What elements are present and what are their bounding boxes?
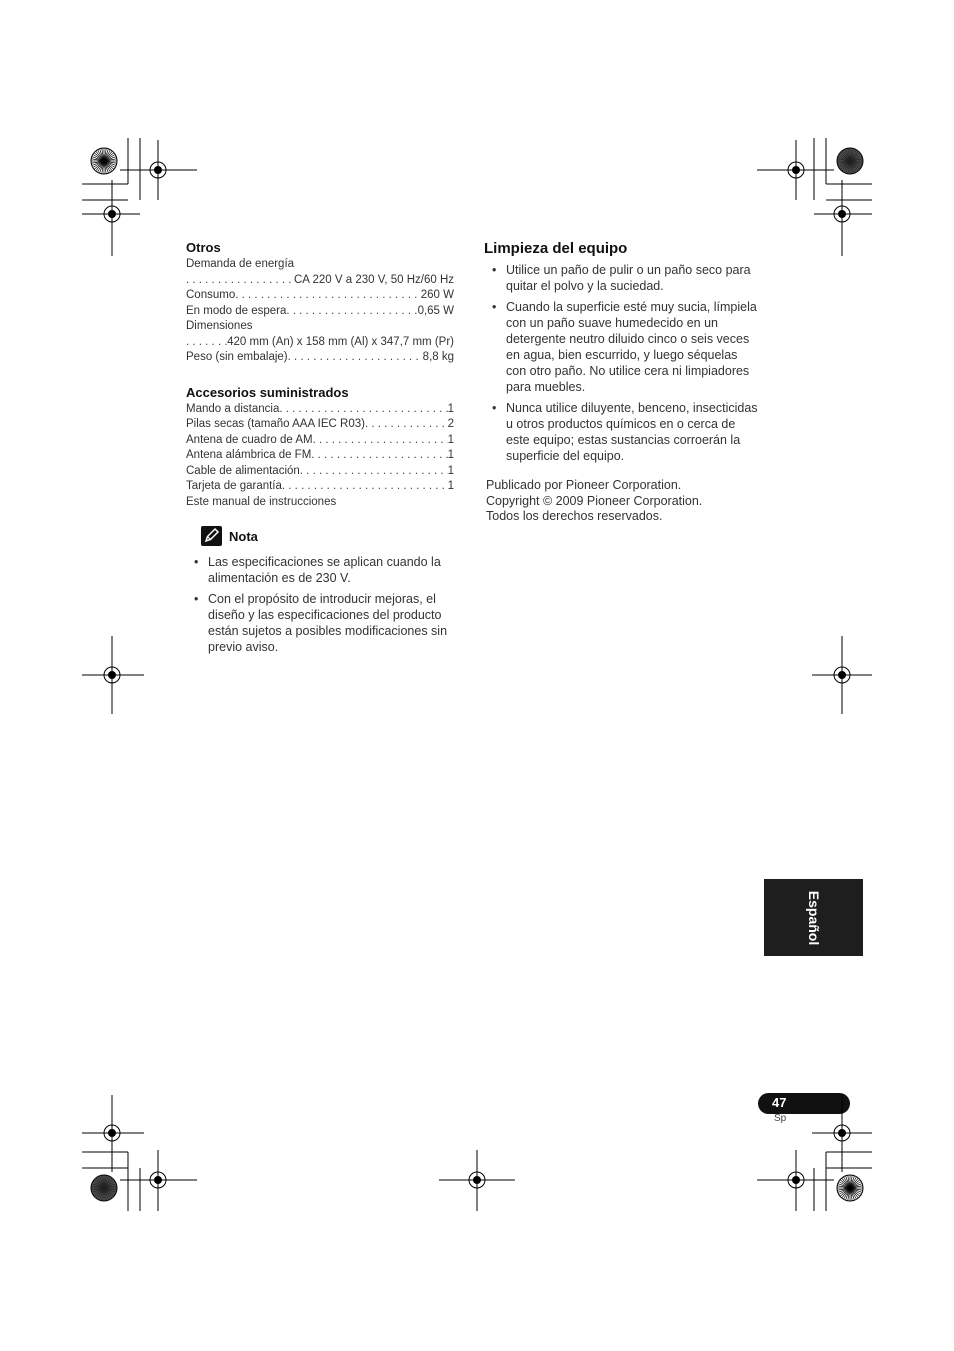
page-number-badge [758, 1093, 850, 1114]
registration-target-icon [469, 1172, 485, 1188]
accesorio-value: 1 [447, 433, 454, 446]
page-number: 47 [772, 1095, 787, 1110]
accesorio-value: 1 [447, 480, 454, 492]
color-wheel-icon [837, 1175, 863, 1201]
registration-target-icon [150, 162, 166, 178]
leader-dots [279, 402, 447, 418]
otros-row [186, 273, 454, 289]
rights-line: Todos los derechos reservados. [486, 509, 663, 523]
leader-dots [313, 433, 448, 449]
otros-value: 0,65 W [417, 304, 454, 317]
registration-target-icon [834, 206, 850, 222]
accesorio-label: Tarjeta de garantía [186, 480, 282, 492]
registration-target-icon [150, 1172, 166, 1188]
nota-item: • Con el propósito de introducir mejoras, el diseño y las especificaciones del producto están sujetos a posibles modificaciones sin previo aviso. [186, 591, 461, 655]
leader-dots [282, 479, 448, 495]
language-side-tab [764, 879, 863, 956]
leader-dots [288, 350, 423, 366]
accesorio-row [186, 402, 454, 418]
otros-row [186, 335, 454, 351]
accesorio-label: Mando a distancia [186, 402, 280, 415]
otros-heading: Otros [186, 240, 221, 255]
registration-target-icon [834, 1125, 850, 1141]
otros-row [186, 304, 454, 320]
accesorios-list [186, 402, 454, 511]
otros-row [186, 288, 454, 304]
registration-target-icon [834, 667, 850, 683]
otros-label: Peso (sin embalaje) [186, 351, 288, 363]
registration-target-icon [104, 206, 120, 222]
limpieza-item: • Nunca utilice diluyente, benceno, insecticidas u otros productos químicos en o cerca de este equipo; estas sustancias corroerán la superficie del equipo. [484, 400, 760, 464]
otros-label: En modo de espera [186, 304, 287, 317]
accesorio-value: 1 [447, 449, 454, 461]
publisher-block [484, 478, 760, 525]
accesorio-row [186, 433, 454, 449]
registration-target-icon [788, 162, 804, 178]
accesorio-row [186, 464, 454, 480]
accesorio-label: Pilas secas (tamaño AAA IEC R03) [186, 418, 365, 430]
otros-spec-list [186, 257, 454, 366]
accesorio-row [186, 417, 454, 433]
otros-row: Dimensiones [186, 320, 253, 332]
accesorio-value: 1 [447, 402, 454, 415]
language-code: Sp [774, 1113, 787, 1124]
leader-dots [186, 273, 294, 289]
color-wheel-icon [91, 1175, 117, 1201]
leader-dots [186, 335, 227, 351]
leader-dots [311, 448, 447, 464]
publisher-line: Publicado por Pioneer Corporation. [486, 478, 682, 492]
nota-block [186, 526, 461, 660]
otros-value: 420 mm (An) x 158 mm (Al) x 347,7 mm (Pr) [227, 335, 454, 348]
accesorio-label: Antena de cuadro de AM [186, 433, 313, 446]
otros-label: Consumo [186, 289, 236, 301]
accesorio-value: 1 [447, 464, 454, 477]
limpieza-item: • Cuando la superficie esté muy sucia, límpiela con un paño suave humedecido en un detergente neutro diluido cinco o seis veces en agua, bien escurrido, y luego séquelas con otro paño. No utilice cera ni limpiadores para muebles. [484, 299, 760, 395]
accesorio-label: Antena alámbrica de FM [186, 449, 312, 461]
registration-target-icon [788, 1172, 804, 1188]
accesorio-row: Este manual de instrucciones [186, 495, 337, 508]
registration-target-icon [104, 1125, 120, 1141]
color-wheel-icon [91, 148, 117, 174]
leader-dots [286, 304, 417, 320]
leader-dots [235, 288, 421, 304]
accesorio-row [186, 448, 454, 464]
color-wheel-icon [837, 148, 863, 174]
accesorio-value: 2 [447, 418, 454, 430]
limpieza-item: • Utilice un paño de pulir o un paño seco para quitar el polvo y la suciedad. [484, 262, 760, 294]
accesorio-label: Cable de alimentación [186, 464, 300, 477]
left-column [186, 240, 454, 510]
leader-dots [365, 417, 448, 433]
nota-item: • Las especificaciones se aplican cuando la alimentación es de 230 V. [186, 554, 461, 586]
accesorio-row [186, 479, 454, 495]
limpieza-list [484, 262, 760, 464]
nota-heading: Nota [229, 529, 258, 544]
pencil-note-icon [201, 526, 222, 546]
right-column [484, 240, 760, 525]
copyright-line: Copyright © 2009 Pioneer Corporation. [486, 493, 703, 508]
nota-list [186, 554, 461, 655]
limpieza-heading: Limpieza del equipo [484, 240, 628, 257]
otros-row [186, 350, 454, 366]
otros-value: 260 W [420, 289, 454, 301]
accesorios-heading: Accesorios suministrados [186, 384, 349, 400]
leader-dots [300, 464, 448, 480]
registration-target-icon [104, 667, 120, 683]
otros-row: Demanda de energía [186, 258, 295, 270]
language-label: Español [805, 890, 822, 945]
otros-value: CA 220 V a 230 V, 50 Hz/60 Hz [293, 273, 454, 286]
otros-value: 8,8 kg [422, 351, 454, 363]
